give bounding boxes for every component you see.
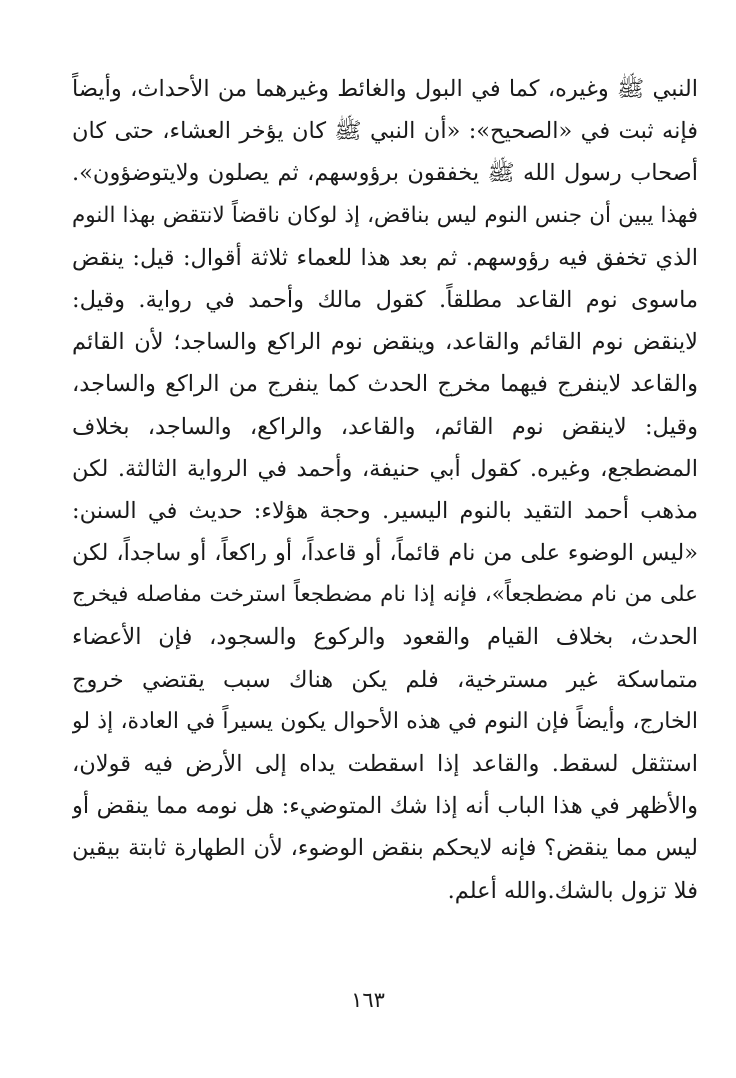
text-line: مذهب أحمد التقيد بالنوم اليسير. وحجة هؤلاء: حديث في السنن: [72,497,698,524]
text-line: المضطجع، وغيره. كقول أبي حنيفة، وأحمد في الرواية الثالثة. لكن [72,455,698,482]
page-number: ١٦٣ [351,988,385,1012]
text-line: وقيل: لاينقض نوم القائم، والقاعد، والراكع، والساجد، بخلاف [72,413,698,440]
text-line: الحدث، بخلاف القيام والقعود والركوع والسجود، فإن الأعضاء [72,624,698,651]
text-line: والأظهر في هذا الباب أنه إذا شك المتوضيء: هل نومه مما ينقض أو [72,793,698,820]
text-line: أصحاب رسول الله ﷺ يخفقون برؤوسهم، ثم يصلون ولايتوضؤون». [72,160,698,187]
text-line: والقاعد لاينفرج فيهما مخرج الحدث كما ينفرج من الراكع والساجد، [72,371,698,398]
text-line: على من نام مضطجعاً»، فإنه إذا نام مضطجعاً استرخت مفاصله فيخرج [72,582,698,608]
text-line: لاينقض نوم القائم والقاعد، وينقض نوم الراكع والساجد؛ لأن القائم [72,329,698,356]
text-line: الخارج، وأيضاً فإن النوم في هذه الأحوال يكون يسيراً في العادة، إذ لو [72,708,698,734]
body-text [72,68,698,912]
text-line: النبي ﷺ وغيره، كما في البول والغائط وغيرهما من الأحداث، وأيضاً [72,76,698,102]
text-line: «ليس الوضوء على من نام قائماً، أو قاعداً، أو راكعاً، أو ساجداً، لكن [72,540,698,567]
text-line: استثقل لسقط. والقاعد إذا اسقطت يداه إلى الأرض فيه قولان، [72,751,698,777]
text-line: فإنه ثبت في «الصحيح»: «أن النبي ﷺ كان يؤخر العشاء، حتى كان [72,118,698,145]
text-line: فلا تزول بالشك.والله أعلم. [447,877,698,904]
text-line: الذي تخفق فيه رؤوسهم. ثم بعد هذا للعماء ثلاثة أقوال: قيل: ينقض [72,244,698,271]
text-line: فهذا يبين أن جنس النوم ليس بناقض، إذ لوكان ناقضاً لانتقض بهذا النوم [72,202,698,228]
text-line: ماسوى نوم القاعد مطلقاً. كقول مالك وأحمد في رواية. وقيل: [72,286,698,313]
text-line: متماسكة غير مسترخية، فلم يكن هناك سبب يقتضي خروج [72,666,698,693]
text-line: ليس مما ينقض؟ فإنه لايحكم بنقض الوضوء، لأن الطهارة ثابتة بيقين [72,835,698,862]
